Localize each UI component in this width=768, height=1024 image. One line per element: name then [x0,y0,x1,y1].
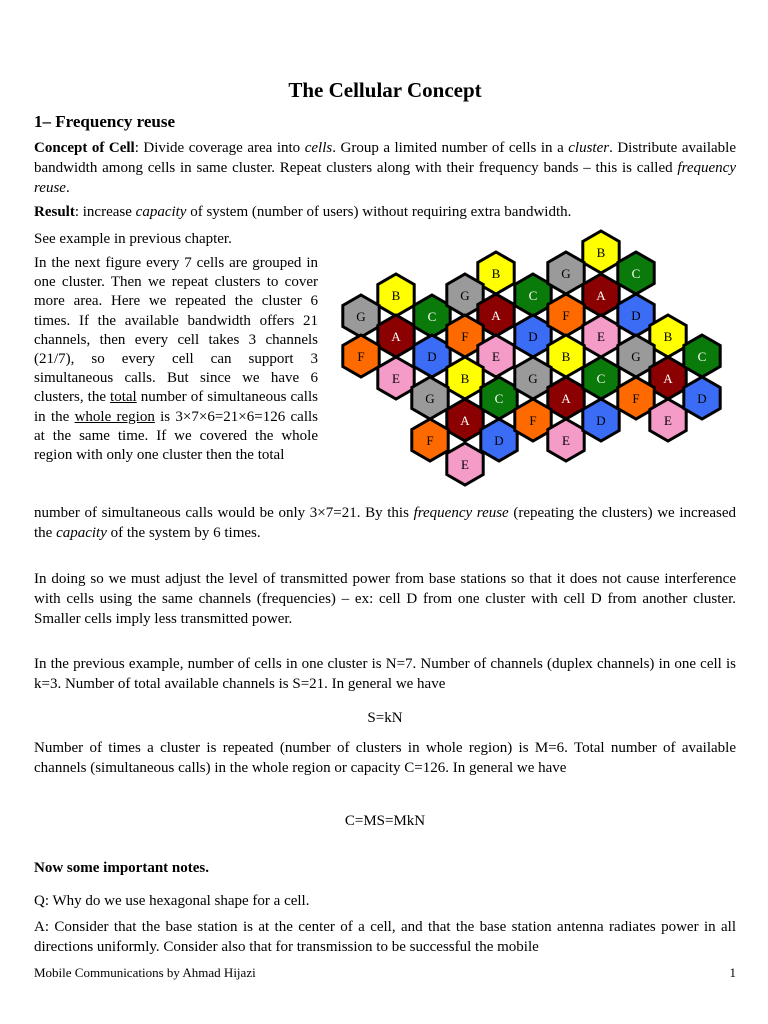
hex-label: C [528,288,538,303]
hex-cell-g [548,252,584,294]
hex-cell-c [481,377,517,419]
hex-cell-g [515,357,551,399]
hex-label: D [528,329,538,344]
hex-cell-b [447,357,483,399]
hex-cell-e [447,443,483,485]
hex-label: E [492,349,500,364]
hex-label: A [663,371,673,386]
hex-label: G [425,391,435,406]
hex-label: F [529,413,537,428]
power-paragraph: In doing so we must adjust the level of transmitted power from base stations so that it does not cause interference with cells using the same channels (frequencies) – ex: cell D from one cluster with cell D from another cluster. Smaller cells imply less transmitted power. [34,571,736,627]
hex-label: B [561,349,571,364]
hex-label: B [663,329,673,344]
page-footer [34,964,736,984]
hex-label: B [491,266,501,281]
hex-cell-e [583,315,619,357]
hex-cell-c [618,252,654,294]
hex-label: G [528,371,538,386]
previous-example-paragraph: In the previous example, number of cells in one cluster is N=7. Number of channels (duplex channels) in one cell is k=3. Number of total available channels is S=21. In general we have [34,656,736,692]
page-number: 1 [729,965,736,980]
figure-description [34,254,318,465]
hex-label: B [391,288,401,303]
notes-heading: Now some important notes. [34,860,209,876]
hex-label: D [596,413,606,428]
hexagon-grid [306,228,726,490]
hex-cell-c [583,357,619,399]
concept-paragraph: Concept of Cell: Divide coverage area into cells. Group a limited number of cells in a cluster. Distribute available bandwidth among cells in same cluster. Repeat clusters along with their frequency bands – this is called frequency reuse. [34,140,736,196]
result-paragraph: Result: increase capacity of system (number of users) without requiring extra bandwidth. [34,204,572,220]
hex-label: G [460,288,470,303]
hex-cell-e [378,357,414,399]
hex-cell-c [515,274,551,316]
figure-description-paragraph: In the next figure every 7 cells are grouped in one cluster. Then we repeat clusters to cover more area. Here we repeated the cluster 6 times. If the available bandwidth offers 21 channels, then every cell takes 3 channels (21/7), so every cell can support 3 simultaneous calls. But since we have 6 clusters, the total number of simultaneous calls in the whole region is 3×7×6=21×6=126 calls at the same time. If we covered the whole region with only one cluster then the total [34,255,318,464]
hex-label: D [697,391,707,406]
hex-cell-d [481,419,517,461]
hex-cell-a [447,399,483,441]
hex-label: C [494,391,504,406]
hex-label: E [562,433,570,448]
hex-label: E [664,413,672,428]
hex-cell-c [684,335,720,377]
hex-label: B [596,245,606,260]
hex-cell-f [343,335,379,377]
hex-cell-d [583,399,619,441]
hex-label: F [562,308,570,323]
hex-cell-a [378,315,414,357]
hex-label: E [392,371,400,386]
hex-label: A [460,413,470,428]
question-text: Q: Why do we use hexagonal shape for a cell. [34,893,310,909]
hex-label: D [631,308,641,323]
hex-cell-c [414,295,450,337]
hex-label: C [596,371,606,386]
hex-label: G [561,266,571,281]
hex-cell-b [378,274,414,316]
hex-label: E [461,457,469,472]
hexagon-cluster-figure [306,228,726,490]
hex-label: A [391,329,401,344]
hex-label: F [461,329,469,344]
formula-s-equals-kn: S=kN [367,710,403,726]
hex-cell-b [548,335,584,377]
hex-label: C [631,266,641,281]
hex-label: A [596,288,606,303]
hex-label: D [494,433,504,448]
hex-label: G [356,309,366,324]
hex-label: F [632,391,640,406]
hex-cell-f [548,294,584,336]
hex-cell-d [684,377,720,419]
hex-cell-b [583,231,619,273]
result-label: Result [34,204,75,220]
hex-cell-d [414,335,450,377]
hex-label: F [357,349,365,364]
hex-cell-f [515,399,551,441]
hex-cell-a [548,377,584,419]
document-page [34,0,736,1024]
hex-label: A [491,308,501,323]
hex-cell-d [515,315,551,357]
figure-description-continued: number of simultaneous calls would be only 3×7=21. By this frequency reuse (repeating the clusters) we increased the capacity of the system by 6 times. [34,505,736,541]
hex-cell-a [583,274,619,316]
hex-label: F [426,433,434,448]
hex-cell-f [412,419,448,461]
hex-cell-e [548,419,584,461]
section-heading: 1– Frequency reuse [34,112,176,131]
hex-label: D [427,349,437,364]
hex-label: C [427,309,437,324]
hex-label: C [697,349,707,364]
hex-label: G [631,349,641,364]
answer-text: A: Consider that the base station is at the center of a cell, and that the base station antenna radiates power in all directions uniformly. Consider also that for transmission to be successful the mobile [34,919,736,955]
footer-author: Mobile Communications by Ahmad Hijazi [34,965,256,980]
hex-cell-g [412,377,448,419]
hex-cell-g [343,295,379,337]
formula-capacity: C=MS=MkN [344,813,426,829]
see-example-text: See example in previous chapter. [34,231,232,247]
hex-label: B [460,371,470,386]
page-title: The Cellular Concept [288,78,482,102]
repetition-paragraph: Number of times a cluster is repeated (number of clusters in whole region) is M=6. Total number of available channels (simultaneous calls) in the whole region or capacity C=126. In general we have [34,740,736,776]
hex-label: A [561,391,571,406]
hex-label: E [597,329,605,344]
hex-cell-e [650,399,686,441]
concept-label: Concept of Cell [34,140,135,156]
